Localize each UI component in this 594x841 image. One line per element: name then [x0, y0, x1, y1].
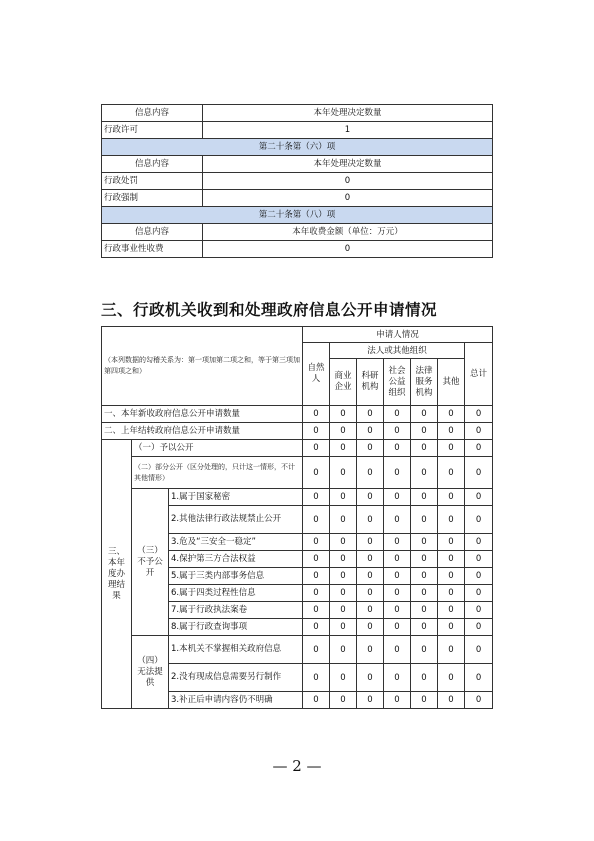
- row-label: 5.属于三类内部事务信息: [169, 568, 303, 585]
- cell-value: 0: [465, 534, 493, 551]
- cell-value: 0: [411, 664, 438, 692]
- t1-section-row: [102, 139, 493, 156]
- cell-value: 0: [438, 506, 465, 534]
- t1-row-value: 0: [203, 190, 493, 207]
- cell-value: 0: [357, 692, 384, 709]
- cell-value: 0: [330, 506, 357, 534]
- cell-value: 0: [357, 585, 384, 602]
- table-row: [102, 440, 493, 457]
- row-label: 二、上年结转政府信息公开申请数量: [102, 423, 303, 440]
- cell-value: 0: [411, 534, 438, 551]
- table-row: [102, 457, 493, 489]
- cell-value: 0: [384, 664, 411, 692]
- t1-row-value: 1: [203, 122, 493, 139]
- cell-value: 0: [411, 406, 438, 423]
- t1-row-label: 行政许可: [102, 122, 203, 139]
- cell-value: 0: [303, 568, 330, 585]
- sub-header: 法律服务机构: [411, 359, 438, 406]
- row-label: 2.其他法律行政法规禁止公开: [169, 506, 303, 534]
- cell-value: 0: [384, 506, 411, 534]
- sub-header: 其他: [438, 359, 465, 406]
- cell-value: 0: [384, 406, 411, 423]
- cell-value: 0: [384, 457, 411, 489]
- cell-value: 0: [330, 551, 357, 568]
- row-label: 一、本年新收政府信息公开申请数量: [102, 406, 303, 423]
- cell-value: 0: [303, 534, 330, 551]
- cell-value: 0: [303, 406, 330, 423]
- cell-value: 0: [438, 619, 465, 636]
- t1-row-value: 0: [203, 173, 493, 190]
- cell-value: 0: [438, 585, 465, 602]
- cell-value: 0: [330, 457, 357, 489]
- cell-value: 0: [438, 457, 465, 489]
- t1-row-label: 行政事业性收费: [102, 241, 203, 258]
- t1-header-label: 信息内容: [102, 156, 203, 173]
- cell-value: 0: [384, 489, 411, 506]
- cell-value: 0: [411, 602, 438, 619]
- cell-value: 0: [465, 551, 493, 568]
- t1-header-value: 本年收费金额（单位：万元）: [203, 224, 493, 241]
- cell-value: 0: [303, 440, 330, 457]
- cell-value: 0: [330, 406, 357, 423]
- cell-value: 0: [384, 692, 411, 709]
- cell-value: 0: [384, 568, 411, 585]
- cell-value: 0: [357, 440, 384, 457]
- cell-value: 0: [438, 534, 465, 551]
- t1-data-row: [102, 173, 493, 190]
- cell-value: 0: [438, 440, 465, 457]
- cell-value: 0: [330, 692, 357, 709]
- cell-value: 0: [411, 506, 438, 534]
- cell-value: 0: [465, 585, 493, 602]
- cell-value: 0: [303, 636, 330, 664]
- cell-value: 0: [438, 568, 465, 585]
- cell-value: 0: [357, 489, 384, 506]
- cell-value: 0: [303, 602, 330, 619]
- application-stats-table: [101, 326, 493, 709]
- cell-value: 0: [384, 551, 411, 568]
- row-label: 8.属于行政查询事项: [169, 619, 303, 636]
- cell-value: 0: [411, 692, 438, 709]
- disposal-decisions-table: [101, 104, 493, 258]
- row-label: （一）予以公开: [132, 440, 303, 457]
- group-label: （三）不予公开: [132, 489, 169, 636]
- cell-value: 0: [330, 423, 357, 440]
- cell-value: 0: [411, 619, 438, 636]
- cell-value: 0: [465, 692, 493, 709]
- cell-value: 0: [330, 585, 357, 602]
- cell-value: 0: [465, 636, 493, 664]
- cell-value: 0: [465, 602, 493, 619]
- cell-value: 0: [465, 619, 493, 636]
- cell-value: 0: [465, 664, 493, 692]
- cell-value: 0: [330, 619, 357, 636]
- total-header: 总计: [465, 343, 493, 406]
- cell-value: 0: [330, 664, 357, 692]
- t1-row-value: 0: [203, 241, 493, 258]
- cell-value: 0: [357, 551, 384, 568]
- t2-body: [102, 327, 493, 709]
- cell-value: 0: [465, 457, 493, 489]
- row-label: 3.危及“三安全一稳定”: [169, 534, 303, 551]
- cell-value: 0: [411, 636, 438, 664]
- group-label: 三、本年度办理结果: [102, 440, 132, 709]
- t1-header-row: [102, 156, 493, 173]
- cell-value: 0: [438, 423, 465, 440]
- cell-value: 0: [303, 457, 330, 489]
- cell-value: 0: [303, 692, 330, 709]
- t1-section-title: 第二十条第（六）项: [102, 139, 493, 156]
- t1-section-title: 第二十条第（八）项: [102, 207, 493, 224]
- cell-value: 0: [330, 602, 357, 619]
- cell-value: 0: [357, 534, 384, 551]
- cell-value: 0: [384, 602, 411, 619]
- sub-header: 科研机构: [357, 359, 384, 406]
- cell-value: 0: [384, 619, 411, 636]
- cell-value: 0: [303, 585, 330, 602]
- t1-header-label: 信息内容: [102, 224, 203, 241]
- row-label: （二）部分公开（区分处理的，只计这一情形，不计其他情形）: [132, 457, 303, 489]
- cell-value: 0: [465, 506, 493, 534]
- t1-section-row: [102, 207, 493, 224]
- table-row: [102, 636, 493, 664]
- cell-value: 0: [357, 406, 384, 423]
- cell-value: 0: [357, 457, 384, 489]
- cell-value: 0: [465, 440, 493, 457]
- t1-header-row: [102, 224, 493, 241]
- cell-value: 0: [411, 423, 438, 440]
- cell-value: 0: [411, 551, 438, 568]
- t1-header-row: [102, 105, 493, 122]
- t1-row-label: 行政强制: [102, 190, 203, 207]
- row-label: 6.属于四类过程性信息: [169, 585, 303, 602]
- t1-header-value: 本年处理决定数量: [203, 105, 493, 122]
- cell-value: 0: [384, 423, 411, 440]
- cell-value: 0: [438, 489, 465, 506]
- row-label: 2.没有现成信息需要另行制作: [169, 664, 303, 692]
- row-label: 3.补正后申请内容仍不明确: [169, 692, 303, 709]
- cell-value: 0: [438, 664, 465, 692]
- cell-value: 0: [330, 489, 357, 506]
- cell-value: 0: [357, 664, 384, 692]
- cell-value: 0: [411, 457, 438, 489]
- t2-header-row: [102, 327, 493, 343]
- t1-body: [102, 105, 493, 258]
- cell-value: 0: [465, 489, 493, 506]
- cell-value: 0: [330, 534, 357, 551]
- cell-value: 0: [411, 585, 438, 602]
- cell-value: 0: [357, 423, 384, 440]
- group-label: （四）无法提供: [132, 636, 169, 709]
- sub-header: 商业企业: [330, 359, 357, 406]
- t1-row-label: 行政处罚: [102, 173, 203, 190]
- row-label: 1.属于国家秘密: [169, 489, 303, 506]
- cell-value: 0: [303, 506, 330, 534]
- cell-value: 0: [411, 568, 438, 585]
- cell-value: 0: [384, 440, 411, 457]
- cell-value: 0: [411, 440, 438, 457]
- table-row: [102, 489, 493, 506]
- cell-value: 0: [357, 619, 384, 636]
- cell-value: 0: [465, 406, 493, 423]
- cell-value: 0: [303, 423, 330, 440]
- t1-data-row: [102, 241, 493, 258]
- cell-value: 0: [438, 602, 465, 619]
- cell-value: 0: [438, 692, 465, 709]
- cell-value: 0: [357, 636, 384, 664]
- cell-value: 0: [438, 551, 465, 568]
- row-label: 4.保护第三方合法权益: [169, 551, 303, 568]
- page-number: — 2 —: [272, 757, 322, 775]
- cell-value: 0: [384, 636, 411, 664]
- t1-data-row: [102, 122, 493, 139]
- cell-value: 0: [303, 619, 330, 636]
- cell-value: 0: [357, 602, 384, 619]
- table-row: [102, 423, 493, 440]
- t1-data-row: [102, 190, 493, 207]
- table-row: [102, 406, 493, 423]
- section-title: 三、行政机关收到和处理政府信息公开申请情况: [101, 301, 438, 319]
- cell-value: 0: [411, 489, 438, 506]
- cell-value: 0: [330, 440, 357, 457]
- cell-value: 0: [330, 568, 357, 585]
- natural-person-header: 自然人: [303, 343, 330, 406]
- cell-value: 0: [357, 506, 384, 534]
- sub-header: 社会公益组织: [384, 359, 411, 406]
- cell-value: 0: [384, 585, 411, 602]
- cell-value: 0: [438, 636, 465, 664]
- t1-header-label: 信息内容: [102, 105, 203, 122]
- cell-value: 0: [465, 423, 493, 440]
- cell-value: 0: [330, 636, 357, 664]
- cell-value: 0: [303, 551, 330, 568]
- cell-value: 0: [384, 534, 411, 551]
- consistency-note: （本列数据的勾稽关系为：第一项加第二项之和，等于第三项加第四项之和）: [102, 327, 303, 406]
- row-label: 7.属于行政执法案卷: [169, 602, 303, 619]
- t1-header-value: 本年处理决定数量: [203, 156, 493, 173]
- applicant-header: 申请人情况: [303, 327, 493, 343]
- cell-value: 0: [465, 568, 493, 585]
- cell-value: 0: [438, 406, 465, 423]
- cell-value: 0: [303, 489, 330, 506]
- cell-value: 0: [357, 568, 384, 585]
- legal-group-header: 法人或其他组织: [330, 343, 465, 359]
- row-label: 1.本机关不掌握相关政府信息: [169, 636, 303, 664]
- cell-value: 0: [303, 664, 330, 692]
